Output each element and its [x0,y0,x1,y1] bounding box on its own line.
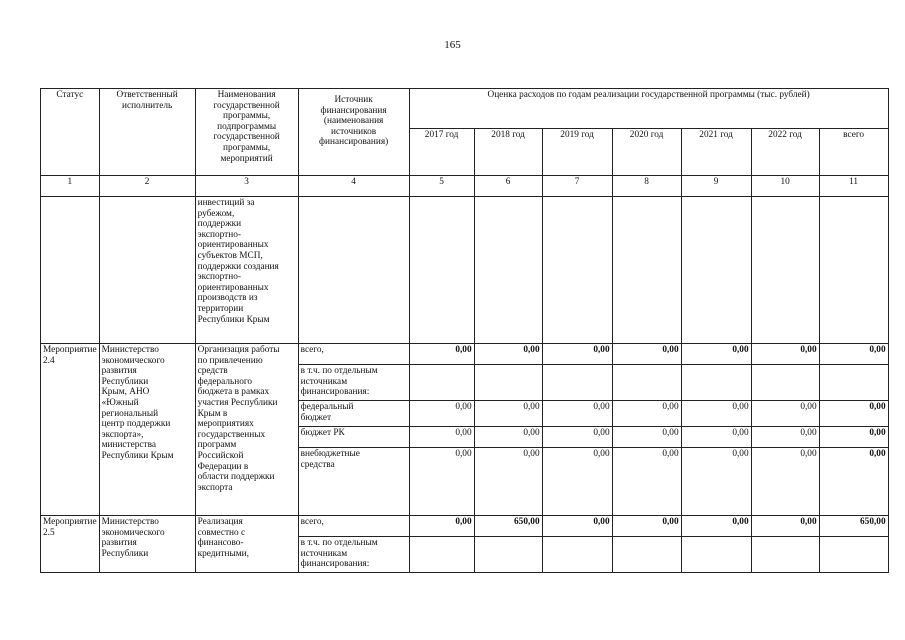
value-cell: 0,00 [474,401,542,427]
value-cell [542,365,612,401]
column-number: 9 [681,176,751,197]
value-cell: 0,00 [681,344,751,365]
header-year-2019: 2019 год [542,129,612,176]
value-cell: 0,00 [409,401,474,427]
column-number: 3 [195,176,298,197]
activity-executor: Министерство экономического развития Республики Крым, АНО «Южный региональный центр поддержки экспорта», министерства Республики Крым [99,344,195,516]
value-cell: 0,00 [612,344,681,365]
value-cell: 0,00 [751,448,819,516]
value-cell: 650,00 [819,516,888,537]
expenditure-table [40,88,889,573]
column-number: 6 [474,176,542,197]
value-cell: 0,00 [542,448,612,516]
header-year-2018: 2018 год [474,129,542,176]
header-status: Статус [41,89,100,176]
value-cell: 0,00 [542,401,612,427]
activity-status: Мероприятие 2.4 [41,344,100,516]
value-cell: 0,00 [819,448,888,516]
activity-name: Организация работы по привлечению средств федерального бюджета в рамках участия Республики Крым в мероприятиях государственных программ Российской Федерации в области поддержки экспорта [195,344,298,516]
column-number: 7 [542,176,612,197]
value-cell: 0,00 [542,344,612,365]
header-program-name: Наименования государственной программы, подпрограммы государственной программы, мероприятий [195,89,298,176]
value-cell: 0,00 [751,516,819,537]
column-number-row [41,176,889,197]
activity-executor: Министерство экономического развития Республики [99,516,195,573]
source-cell: федеральный бюджет [298,401,409,427]
value-cell: 0,00 [542,516,612,537]
header-year-2021: 2021 год [681,129,751,176]
source-cell: бюджет РК [298,427,409,448]
value-cell: 0,00 [681,516,751,537]
column-number: 5 [409,176,474,197]
value-cell: 0,00 [612,448,681,516]
value-cell: 0,00 [474,427,542,448]
table-row [41,516,889,537]
value-cell: 0,00 [751,344,819,365]
value-cell: 0,00 [612,516,681,537]
value-cell: 0,00 [474,448,542,516]
value-cell: 0,00 [409,427,474,448]
value-cell [474,537,542,573]
source-cell: внебюджетные средства [298,448,409,516]
value-cell: 0,00 [819,344,888,365]
value-cell: 0,00 [751,401,819,427]
value-cell: 0,00 [612,401,681,427]
value-cell [819,537,888,573]
header-source: Источник финансирования (наименования источников финансирования) [298,89,409,176]
header-year-2017: 2017 год [409,129,474,176]
value-cell: 0,00 [681,448,751,516]
column-number: 4 [298,176,409,197]
value-cell [474,365,542,401]
value-cell [612,537,681,573]
column-number: 1 [41,176,100,197]
source-cell: всего, [298,344,409,365]
column-number: 10 [751,176,819,197]
value-cell [751,365,819,401]
value-cell [612,365,681,401]
activity-name: Реализация совместно с финансово- кредитными, [195,516,298,573]
header-year-2022: 2022 год [751,129,819,176]
column-number: 11 [819,176,888,197]
value-cell [409,365,474,401]
value-cell: 0,00 [612,427,681,448]
header-total: всего [819,129,888,176]
value-cell: 0,00 [409,448,474,516]
source-cell: в т.ч. по отдельным источникам финансирования: [298,365,409,401]
value-cell [751,537,819,573]
column-number: 8 [612,176,681,197]
source-cell: всего, [298,516,409,537]
header-row [41,89,889,129]
activity-status: Мероприятие 2.5 [41,516,100,573]
header-executor: Ответственный исполнитель [99,89,195,176]
value-cell: 0,00 [819,427,888,448]
value-cell: 0,00 [542,427,612,448]
value-cell: 0,00 [751,427,819,448]
value-cell: 0,00 [681,401,751,427]
value-cell [542,537,612,573]
value-cell: 0,00 [409,516,474,537]
table-row [41,344,889,365]
page-number: 165 [444,39,461,51]
value-cell [681,537,751,573]
value-cell: 0,00 [409,344,474,365]
value-cell: 0,00 [474,344,542,365]
value-cell [681,365,751,401]
value-cell [409,537,474,573]
header-estimate: Оценка расходов по годам реализации государственной программы (тыс. рублей) [409,89,888,129]
value-cell [819,365,888,401]
value-cell: 0,00 [819,401,888,427]
continuation-text: инвестиций за рубежом, поддержки экспортно- ориентированных субъектов МСП, поддержки создания экспортно- ориентированных производств из территории Республики Крым [195,197,298,344]
value-cell: 650,00 [474,516,542,537]
header-year-2020: 2020 год [612,129,681,176]
column-number: 2 [99,176,195,197]
continuation-row [41,197,889,344]
source-cell: в т.ч. по отдельным источникам финансирования: [298,537,409,573]
value-cell: 0,00 [681,427,751,448]
